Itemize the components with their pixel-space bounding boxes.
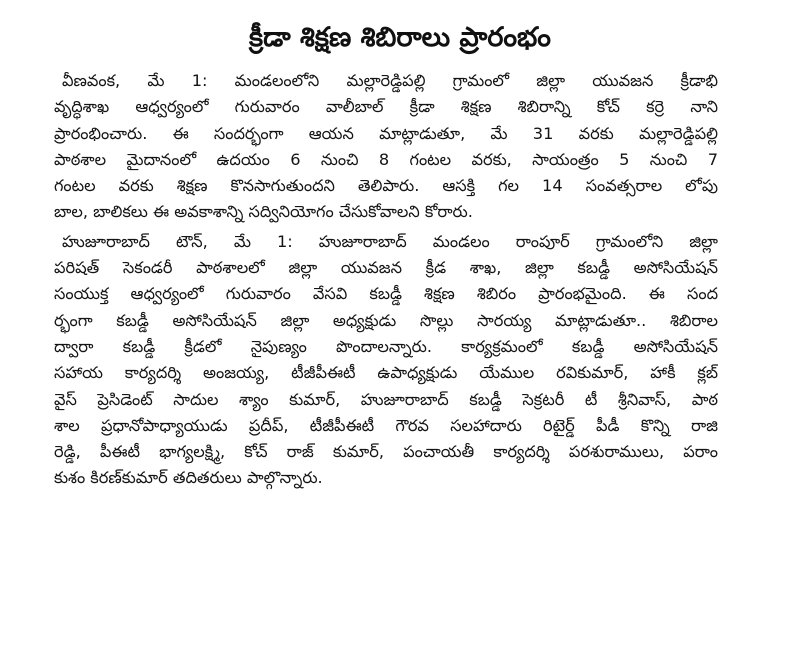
article-body [54, 68, 718, 492]
article-line: ర్భంగా కబడ్డీ అసోసియేషన్ జిల్లా అధ్యక్షుడు సొల్లు సారయ్య మాట్లాడుతూ.. శిబిరాల [54, 310, 718, 330]
article-line: శాల ప్రధానోపాధ్యాయుడు ప్రదీప్, టీజీపీఈటీ గౌరవ సలహాదారు రిటైర్డ్ పీడీ కొన్ని రాజి [54, 415, 718, 435]
article-line: ద్వారా కబడ్డీ క్రీడలో నైపుణ్యం పొందాలన్నారు. కార్యక్రమంలో కబడ్డీ అసోసియేషన్ [54, 336, 718, 356]
article-line: వృద్ధిశాఖ ఆధ్వర్యంలో గురువారం వాలీబాల్ క్రీడా శిక్షణ శిబిరాన్ని కోచ్ కర్రె నాని [54, 97, 718, 117]
article-line: రెడ్డి, పీఈటీ భాగ్యలక్ష్మి, కోచ్ రాజ్ కుమార్, పంచాయతీ కార్యదర్శి పరశురాములు, పరాం [54, 442, 718, 462]
clipped-text-fragment [150, 0, 510, 6]
article-line: పాఠశాల మైదానంలో ఉదయం 6 నుంచి 8 గంటల వరకు, సాయంత్రం 5 నుంచి 7 [54, 149, 718, 169]
article-headline: క్రీడా శిక్షణ శిబిరాలు ప్రారంభం [248, 22, 551, 53]
paragraph-huzurabad [54, 229, 718, 492]
article-line: వీణవంక, మే 1: మండలంలోని మల్లారెడ్డిపల్లి గ్రామంలో జిల్లా యువజన క్రీడాభి [62, 71, 718, 90]
article-line: సహాయ కార్యదర్శి అంజయ్య, టీజీపీఈటీ ఉపాధ్యక్షుడు యేముల రవికుమార్, హాకీ క్లబ్ [54, 363, 718, 383]
article-line: కుశం కిరణ్‌కుమార్ తదితరులు పాల్గొన్నారు. [54, 468, 323, 488]
article-line: గంటల వరకు శిక్షణ కొనసాగుతుందని తెలిపారు. ఆసక్తి గల 14 సంవత్సరాల లోపు [54, 176, 718, 196]
paragraph-veenavanka [54, 68, 718, 226]
article-line: హుజూరాబాద్ టౌన్, మే 1: హుజూరాబాద్ మండలం రాంపూర్ గ్రామంలోని జిల్లా [62, 231, 718, 251]
article-line: బాల, బాలికలు ఈ అవకాశాన్ని సద్వినియోగం చేసుకోవాలని కోరారు. [54, 202, 473, 222]
article-line: సంయుక్త ఆధ్వర్యంలో గురువారం వేసవి కబడ్డీ శిక్షణ శిబిరం ప్రారంభమైంది. ఈ సంద [54, 284, 718, 304]
article-line: పరిషత్ సెకండరీ పాఠశాలలో జిల్లా యువజన క్రీడ శాఖ, జిల్లా కబడ్డీ అసోసియేషన్ [54, 258, 718, 278]
article-line: ప్రారంభించారు. ఈ సందర్భంగా ఆయన మాట్లాడుతూ, మే 31 వరకు మల్లారెడ్డిపల్లి [54, 123, 718, 143]
article-line: వైస్ ప్రెసిడెంట్ సాదుల శ్యాం కుమార్, హుజూరాబాద్ కబడ్డీ సెక్రటరీ టీ శ్రీనివాస్, పాఠ [54, 389, 718, 409]
